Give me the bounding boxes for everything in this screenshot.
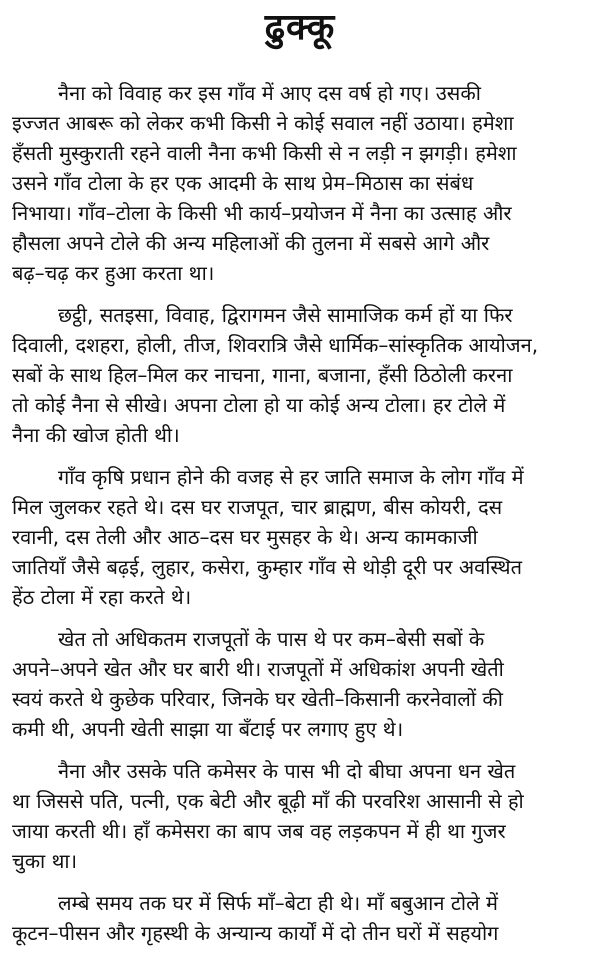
text-line: हँसती मुस्कुराती रहने वाली नैना कभी किसी से न लड़ी न झगड़ी। हमेशा <box>12 141 517 165</box>
paragraph-6 <box>12 888 592 948</box>
paragraph-2 <box>12 300 592 450</box>
text-line: नैना और उसके पति कमेसर के पास भी दो बीघा अपना धन खेत <box>58 759 516 783</box>
text-line: गाँव कृषि प्रधान होने की वजह से हर जाति समाज के लोग गाँव में <box>58 465 524 489</box>
page-title: ढुक्कू <box>264 7 336 48</box>
paragraph-3 <box>12 462 592 612</box>
text-line: सबों के साथ हिल–मिल कर नाचना, गाना, बजाना, हँसी ठिठोली करना <box>12 363 513 387</box>
text-line: लम्बे समय तक घर में सिर्फ माँ–बेटा ही थे। माँ बबुआन टोले में <box>58 891 498 915</box>
text-line: इज्जत आबरू को लेकर कभी किसी ने कोई सवाल नहीं उठाया। हमेशा <box>12 111 514 135</box>
text-line: निभाया। गाँव–टोला के किसी भी कार्य–प्रयोजन में नैना का उत्साह और <box>12 201 512 225</box>
paragraph-5 <box>12 756 592 876</box>
text-line: जाया करती थी। हाँ कमेसरा का बाप जब वह लड़कपन में ही था गुजर <box>12 819 506 843</box>
text-line: मिल जुलकर रहते थे। दस घर राजपूत, चार ब्राह्मण, बीस कोयरी, दस <box>12 495 503 519</box>
paragraph-4 <box>12 624 592 744</box>
text-line: बढ़–चढ़ कर हुआ करता था। <box>12 261 215 285</box>
text-line: कूटन–पीसन और गृहस्थी के अन्यान्य कार्यों में दो तीन घरों में सहयोग <box>12 921 499 945</box>
paragraph-1 <box>12 78 592 288</box>
text-line: उसने गाँव टोला के हर एक आदमी के साथ प्रेम–मिठास का संबंध <box>12 171 474 195</box>
text-line: चुका था। <box>12 849 78 873</box>
text-line: हेंठ टोला में रहा करते थे। <box>12 585 192 609</box>
text-line: जातियाँ जैसे बढ़ई, लुहार, कसेरा, कुम्हार गाँव से थोड़ी दूरी पर अवस्थित <box>12 555 522 579</box>
text-line: दिवाली, दशहरा, होली, तीज, शिवरात्रि जैसे धार्मिक–सांस्कृतिक आयोजन, <box>12 333 539 357</box>
text-line: छट्ठी, सतइसा, विवाह, द्विरागमन जैसे सामाजिक कर्म हों या फिर <box>58 303 513 327</box>
text-line: स्वयं करते थे कुछेक परिवार, जिनके घर खेती–किसानी करनेवालों की <box>12 687 503 711</box>
text-line: खेत तो अधिकतम राजपूतों के पास थे पर कम–बेसी सबों के <box>58 627 485 651</box>
text-line: रवानी, दस तेली और आठ–दस घर मुसहर के थे। अन्य कामकाजी <box>12 525 478 549</box>
text-line: नैना को विवाह कर इस गाँव में आए दस वर्ष हो गए। उसकी <box>58 81 481 105</box>
text-line: अपने–अपने खेत और घर बारी थी। राजपूतों में अधिकांश अपनी खेती <box>12 657 504 681</box>
text-line: हौसला अपने टोले की अन्य महिलाओं की तुलना में सबसे आगे और <box>12 231 490 255</box>
text-line: नैना की खोज होती थी। <box>12 423 180 447</box>
text-line: था जिससे पति, पत्नी, एक बेटी और बूढ़ी माँ की परवरिश आसानी से हो <box>12 789 524 813</box>
text-line: तो कोई नैना से सीखे। अपना टोला हो या कोई अन्य टोला। हर टोले में <box>12 393 506 417</box>
text-line: कमी थी, अपनी खेती साझा या बँटाई पर लगाए हुए थे। <box>12 717 404 741</box>
document-body <box>12 78 592 960</box>
